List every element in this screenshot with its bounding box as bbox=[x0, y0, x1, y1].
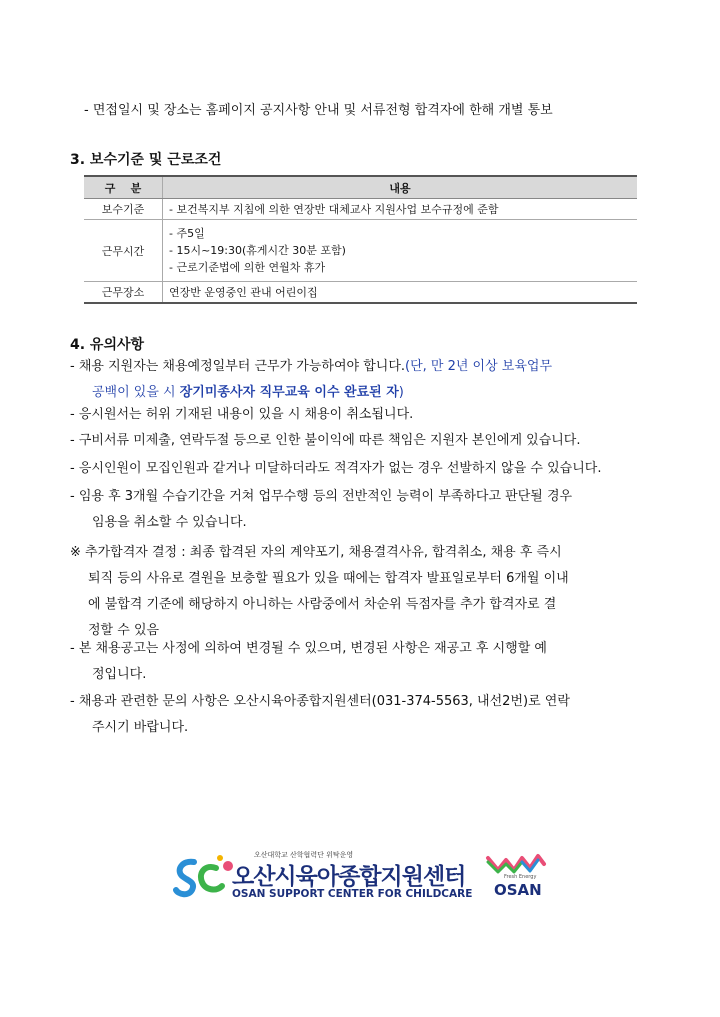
interview-notice: - 면접일시 및 장소는 홈페이지 공지사항 안내 및 서류전형 합격자에 한해 개별 통보 bbox=[84, 103, 553, 118]
row-label: 근무시간 bbox=[84, 220, 163, 282]
row-label: 근무장소 bbox=[84, 282, 163, 304]
notice-inquiry bbox=[70, 689, 654, 741]
table-row bbox=[84, 199, 637, 220]
logo-fresh-energy: Fresh Energy bbox=[504, 874, 537, 880]
notice-employment-date bbox=[70, 354, 654, 406]
conditions-table bbox=[84, 175, 637, 304]
row-content: - 보건복지부 지침에 의한 연장반 대체교사 지원사업 보수규정에 준함 bbox=[163, 199, 638, 220]
notice-line: 임용을 취소할 수 있습니다. bbox=[92, 515, 247, 530]
notice-line: 퇴직 등의 사유로 결원을 보충할 필요가 있을 때에는 합격자 발표일로부터 6개월 이내 bbox=[88, 571, 569, 586]
table-row bbox=[84, 282, 637, 304]
notice-probation bbox=[70, 484, 654, 536]
notice-text: - 채용 지원자는 채용예정일부터 근무가 가능하여야 합니다. bbox=[70, 359, 406, 374]
notice-documents: - 구비서류 미제출, 연락두절 등으로 인한 불이익에 따른 책임은 지원자 본인에게 있습니다. bbox=[70, 433, 581, 448]
notice-line: ※ 추가합격자 결정 : 최종 합격된 자의 계약포기, 채용결격사유, 합격취소, 채용 후 즉시 bbox=[70, 545, 562, 560]
table-header-content: 내용 bbox=[163, 176, 638, 199]
notice-line: 주시기 바랍니다. bbox=[92, 720, 189, 735]
notice-line: - 채용과 관련한 문의 사항은 오산시육아종합지원센터(031-374-5563, 내선2번)로 연락 bbox=[70, 694, 570, 709]
logo-name-kr: 오산시육아종합지원센터 bbox=[232, 864, 466, 890]
section4-title: 4. 유의사항 bbox=[70, 337, 145, 353]
table-header-row bbox=[84, 176, 637, 199]
notice-highlight: (단, 만 2년 이상 보육업무 bbox=[405, 359, 553, 374]
center-logo bbox=[172, 848, 547, 904]
row-line: - 주5일 bbox=[169, 227, 205, 240]
notice-line: 정입니다. bbox=[92, 667, 147, 682]
notice-line: 정할 수 있음 bbox=[88, 623, 160, 638]
section3-title: 3. 보수기준 및 근로조건 bbox=[70, 152, 222, 168]
row-content bbox=[163, 220, 638, 282]
notice-line: - 본 채용공고는 사정에 의하여 변경될 수 있으며, 변경된 사항은 재공고 후 시행할 예 bbox=[70, 641, 547, 656]
fresh-energy-wave-icon bbox=[484, 852, 548, 876]
table-row bbox=[84, 220, 637, 282]
notice-change bbox=[70, 636, 654, 688]
notice-line: 에 불합격 기준에 해당하지 아니하는 사람중에서 차순위 득점자를 추가 합격자로 결 bbox=[88, 597, 557, 612]
notice-highlight: ) bbox=[398, 385, 404, 400]
logo-osan: OSAN bbox=[494, 881, 542, 899]
notice-false-application: - 응시원서는 허위 기재된 내용이 있을 시 채용이 취소됩니다. bbox=[70, 407, 414, 422]
row-content: 연장반 운영중인 관내 어린이집 bbox=[163, 282, 638, 304]
notice-line: - 임용 후 3개월 수습기간을 거쳐 업무수행 등의 전반적인 능력이 부족하다고 판단될 경우 bbox=[70, 489, 573, 504]
logo-name-en: OSAN SUPPORT CENTER FOR CHILDCARE bbox=[232, 888, 473, 900]
row-label: 보수기준 bbox=[84, 199, 163, 220]
notice-highlight: 공백이 있을 시 bbox=[92, 385, 180, 400]
notice-selection: - 응시인원이 모집인원과 같거나 미달하더라도 적격자가 없는 경우 선발하지 않을 수 있습니다. bbox=[70, 461, 602, 476]
center-emblem-icon bbox=[172, 848, 236, 904]
row-line: - 15시~19:30(휴게시간 30분 포함) bbox=[169, 244, 346, 257]
table-header-category: 구 분 bbox=[84, 176, 163, 199]
notice-highlight-bold: 장기미종사자 직무교육 이수 완료된 자 bbox=[179, 385, 399, 400]
logo-subtitle: 오산대학교 산학협력단 위탁운영 bbox=[254, 851, 354, 859]
row-line: - 근로기준법에 의한 연월차 휴가 bbox=[169, 261, 326, 274]
notice-additional-pass bbox=[70, 540, 654, 644]
